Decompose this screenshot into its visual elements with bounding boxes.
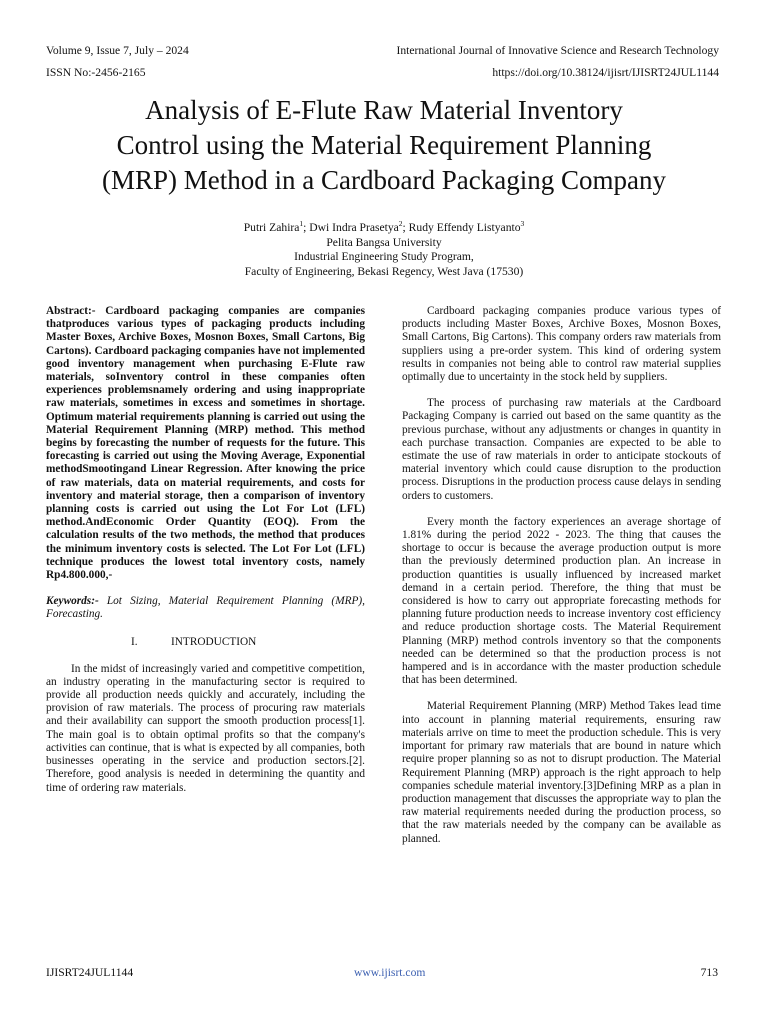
body-paragraph-4: Material Requirement Planning (MRP) Method Takes lead time into account in planning material requirements, ensuring raw materials arrive on time to meet the production schedule. This is very important for primary raw materials that are bound in nature which require proper planning so as not to disrupt production. The Material Requirement Planning (MRP) approach is the right approach to help companies schedule material inventory.[3]Defining MRP as a plan in production management that discusses the appropriate way to plan the raw material requirements needed during the production process, so that the raw materials needed by the company can be available as planned. [402,700,721,845]
section-heading-introduction [46,636,365,649]
header-issn: ISSN No:-2456-2165 [46,66,146,79]
author-1-affiliation: 1 [299,219,304,229]
right-column [402,305,721,846]
left-column [46,305,365,795]
paper-title [20,93,748,198]
keywords-text: Lot Sizing, Material Requirement Planning (MRP), Forecasting. [46,595,365,621]
author-1: Putri Zahira [243,221,300,234]
keywords-label: Keywords:- [46,595,99,608]
section-number: I. [131,635,138,648]
header-journal: International Journal of Innovative Science and Research Technology [396,44,719,57]
author-3: ; Rudy Effendy Listyanto [402,221,521,234]
title-line-2: Control using the Material Requirement Planning [116,130,652,160]
body-paragraph-3: Every month the factory experiences an average shortage of 1.81% during the period 2022 - 2023. The thing that causes the shortage to occur is because the average production output is more than the previously determined production plan. An increase in production quantities is usually influenced by increased market demand in a certain period. Therefore, the thing that must be considered is how to carry out appropriate forecasting methods for planning future production needs to increase inventory cost efficiency and reduce production shortage costs. The Material Requirement Planning (MRP) method controls inventory so that the components needed can be determined so that the production process is not hampered and is in accordance with the master production schedule that has been determined. [402,515,721,687]
author-list [40,221,728,236]
affiliation-university: Pelita Bangsa University [326,235,442,249]
author-2: ; Dwi Indra Prasetya [303,221,399,234]
footer-paper-id: IJISRT24JUL1144 [46,966,134,979]
footer-page-number: 713 [700,966,718,979]
keywords [46,595,365,621]
title-line-3: (MRP) Method in a Cardboard Packaging Company [102,165,666,195]
header-volume: Volume 9, Issue 7, July – 2024 [46,44,189,57]
header-doi-link[interactable]: https://doi.org/10.38124/ijisrt/IJISRT24JUL1144 [492,66,719,79]
affiliation-program: Industrial Engineering Study Program, [294,250,474,263]
footer-website-link[interactable]: www.ijisrt.com [354,966,426,979]
abstract: Abstract:- Cardboard packaging companies are companies thatproduces various types of packaging products including Master Boxes, Archive Boxes, Mosnon Boxes, Small Cartons, Big Cartons). Cardboard packaging companies have not implemented good inventory management when purchasing E-Flute raw materials, soInventory control in these companies often experiences problemsnamely ordering and using inappropriate raw materials, sometimes in excess and sometimes in shortage. Optimum material requirements planning is carried out using the Material Requirement Planning (MRP) method. This method begins by forecasting the number of requests for the future. This forecasting is carried out using the Moving Average, Exponential methodSmootingand Linear Regression. After knowing the price of raw materials, data on material requirements, and costs for inventory and material storage, then a comparison of inventory planning costs is carried out using the Lot For Lot (LFL) method.AndEconomic Order Quantity (EOQ). From the calculation results of the two methods, the method that produces the minimum inventory costs is selected. The Lot For Lot (LFL) technique produces the lowest total inventory costs, namely Rp4.800.000,- [46,305,365,582]
body-paragraph-1: Cardboard packaging companies produce various types of products including Master Boxes, Archive Boxes, Mosnon Boxes, Small Cartons, Big Cartons). This company orders raw materials from suppliers using a pre-order system. This kind of ordering system results in companies not being able to control raw material supplies optimally due to uncertainty in the stock held by suppliers. [402,305,721,384]
body-paragraph-2: The process of purchasing raw materials at the Cardboard Packaging Company is carried out based on the same quantity as the previous purchase, without any adjustments or changes in quantity in each purchase transaction. Companies are expected to be able to estimate the use of raw materials in order to anticipate stockouts of material inventory which could cause disruption to the production process. Disruptions in the production process cause delays in sending orders to customers. [402,397,721,502]
title-line-1: Analysis of E-Flute Raw Material Inventory [145,95,623,125]
author-2-affiliation: 2 [398,219,403,229]
author-3-affiliation: 3 [520,219,525,229]
author-block [40,221,728,279]
section-title: INTRODUCTION [171,635,257,648]
affiliation-faculty: Faculty of Engineering, Bekasi Regency, West Java (17530) [244,264,524,278]
intro-paragraph-1: In the midst of increasingly varied and competitive competition, an industry operating in the manufacturing sector is required to provide all production needs quickly and accurately, including the provision of raw materials. The process of procuring raw materials and their availability can support the smooth production process[1]. The main goal is to obtain optimal profits so that the company's activities can continue, that is what is expected by all companies, both businesses operating in the service and production sectors.[2]. Therefore, good analysis is needed in determining the quantity and time of ordering raw materials. [46,662,365,794]
